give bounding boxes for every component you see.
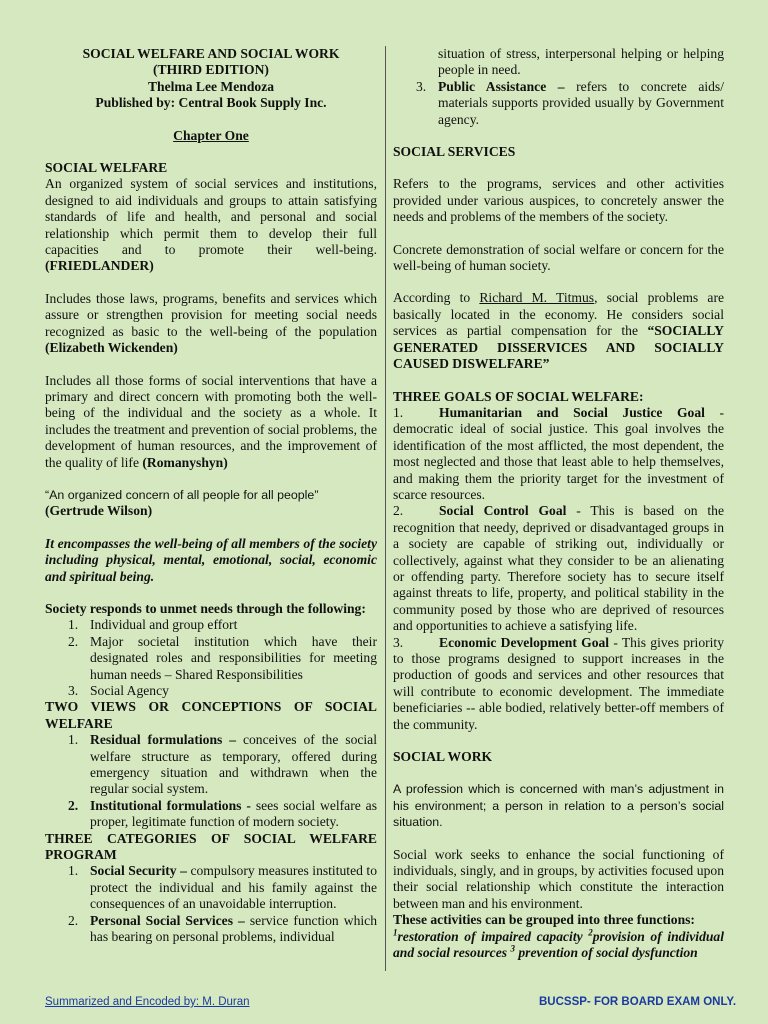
social-services-heading: SOCIAL SERVICES xyxy=(393,144,516,160)
goal-item: 2. Social Control Goal - This is based on the recognition that needy, deprived or disadvantaged groups in a society are capable of striking out, individually or collectively, against what they consider to be an alienating or offending party. Therefore society has to secure itself against threats to life, property, and political stability in the community posed by those who are deprived of resources and opportunities to achieve a satisfying life. xyxy=(393,503,725,634)
list-item: 3. Social Agency xyxy=(68,683,169,698)
list-item: 1. Residual formulations – conceives of the social welfare structure as temporary, offered during emergency situation and withdrawn when the regular social system. xyxy=(68,732,377,797)
responds-list xyxy=(45,617,377,699)
book-publisher: Published by: Central Book Supply Inc. xyxy=(95,95,327,111)
goals-heading: THREE GOALS OF SOCIAL WELFARE: xyxy=(393,388,644,404)
social-welfare-heading: SOCIAL WELFARE xyxy=(45,160,168,176)
list-item: 2. Personal Social Services – service function which has bearing on personal problems, individual xyxy=(68,912,377,945)
categories-heading: THREE CATEGORIES OF SOCIAL WELFARE PROGRAM xyxy=(45,830,377,863)
list-item: 1. Social Security – compulsory measures instituted to protect the individual and his family against the consequences of an unavoidable interruption. xyxy=(68,863,377,912)
book-edition: (THIRD EDITION) xyxy=(153,62,269,78)
categories-list xyxy=(45,863,377,945)
encompass-statement: It encompasses the well-being of all members of the society including physical, mental, emotional, social, economic and spiritual being. xyxy=(45,535,377,584)
definition-wickenden: Includes those laws, programs, benefits and services which assure or strengthen provision for meeting social needs recognized as basic to the well-being of the population (Elizabeth Wickenden) xyxy=(45,290,377,356)
definition-wilson-quote: “An organized concern of all people for all people” xyxy=(45,487,319,502)
column-divider xyxy=(385,46,386,971)
list-item: situation of stress, interpersonal helping or helping people in need. xyxy=(438,46,724,78)
social-work-definition: A profession which is concerned with man’s adjustment in his environment; a person in relation to a person’s social situation. xyxy=(393,782,724,830)
views-list xyxy=(45,732,377,830)
list-item: 2. Institutional formulations - sees social welfare as proper, legitimate function of modern society. xyxy=(68,797,377,830)
social-work-heading: SOCIAL WORK xyxy=(393,749,493,765)
footer-credit: Summarized and Encoded by: M. Duran xyxy=(45,996,250,1008)
social-work-enhance: Social work seeks to enhance the social functioning of individuals, singly, and in groups, by activities focused upon their social relationship which constitute the interaction between man and his environment. xyxy=(393,846,724,911)
book-title: SOCIAL WELFARE AND SOCIAL WORK xyxy=(82,46,340,61)
responds-heading: Society responds to unmet needs through the following: xyxy=(45,600,366,616)
functions-heading: These activities can be grouped into three functions: xyxy=(393,912,695,928)
right-column xyxy=(393,46,724,962)
views-heading: TWO VIEWS OR CONCEPTIONS OF SOCIAL WELFARE xyxy=(45,699,377,731)
social-services-definition: Refers to the programs, services and other activities provided under various auspices, to concretely answer the needs and problems of the members of the society. xyxy=(393,176,724,225)
social-services-demonstration: Concrete demonstration of social welfare or concern for the well-being of human society. xyxy=(393,241,724,274)
footer-notice: BUCSSP- FOR BOARD EXAM ONLY. xyxy=(539,996,737,1008)
functions-list: $^1$restoration of impaired capacity $^2$provision of individual and social resources $^3$ prevention of social dysfunction xyxy=(393,927,724,961)
definition-friedlander: An organized system of social services and institutions, designed to aid individuals and groups to attain satisfying standards of life and health, and personal and social relationship which permit them to develop their full capacities and to promote their well-being.(FRIEDLANDER) xyxy=(45,176,377,274)
definition-wilson-author: (Gertrude Wilson) xyxy=(45,503,153,519)
book-author: Thelma Lee Mendoza xyxy=(147,78,275,94)
titmus-paragraph: According to Richard M. Titmus, social problems are basically located in the economy. He considers social services as partial compensation for the “SOCIALLY GENERATED DISSERVICES AND SOCIALLY CAUSED DISWELFARE” xyxy=(393,290,724,372)
list-item: 2. Major societal institution which have their designated roles and responsibilities for meeting human needs – Shared Responsibilities xyxy=(68,633,377,682)
list-item: 3. Public Assistance – refers to concrete aids/ materials supports provided usually by Government agency. xyxy=(416,78,724,127)
list-item: 1. Individual and group effort xyxy=(68,617,238,633)
goal-item: 3. Economic Development Goal - This gives priority to those programs designed to support increases in the production of goods and services and other resources that will contribute to economic development. The immediate beneficiaries -- able bodied, relatively better-off members of the community. xyxy=(393,634,725,732)
definition-romanyshyn: Includes all those forms of social interventions that have a primary and direct concern with promoting both the well-being of the individual and the society as a whole. It includes the treatment and prevention of social problems, the development of human resources, and the improvement of the quality of life (Romanyshyn) xyxy=(45,372,377,470)
goal-item: 1. Humanitarian and Social Justice Goal - democratic ideal of social justice. This goal involves the identification of the most afflicted, the most dependent, the most neglected and those that least able to help themselves, and making them the priority target for the investment of scarce resources. xyxy=(393,404,725,502)
categories-list-continued xyxy=(393,46,724,128)
titmus-name: Richard M. Titmus xyxy=(479,290,595,306)
left-column xyxy=(45,46,377,946)
chapter-title: Chapter One xyxy=(173,127,249,143)
